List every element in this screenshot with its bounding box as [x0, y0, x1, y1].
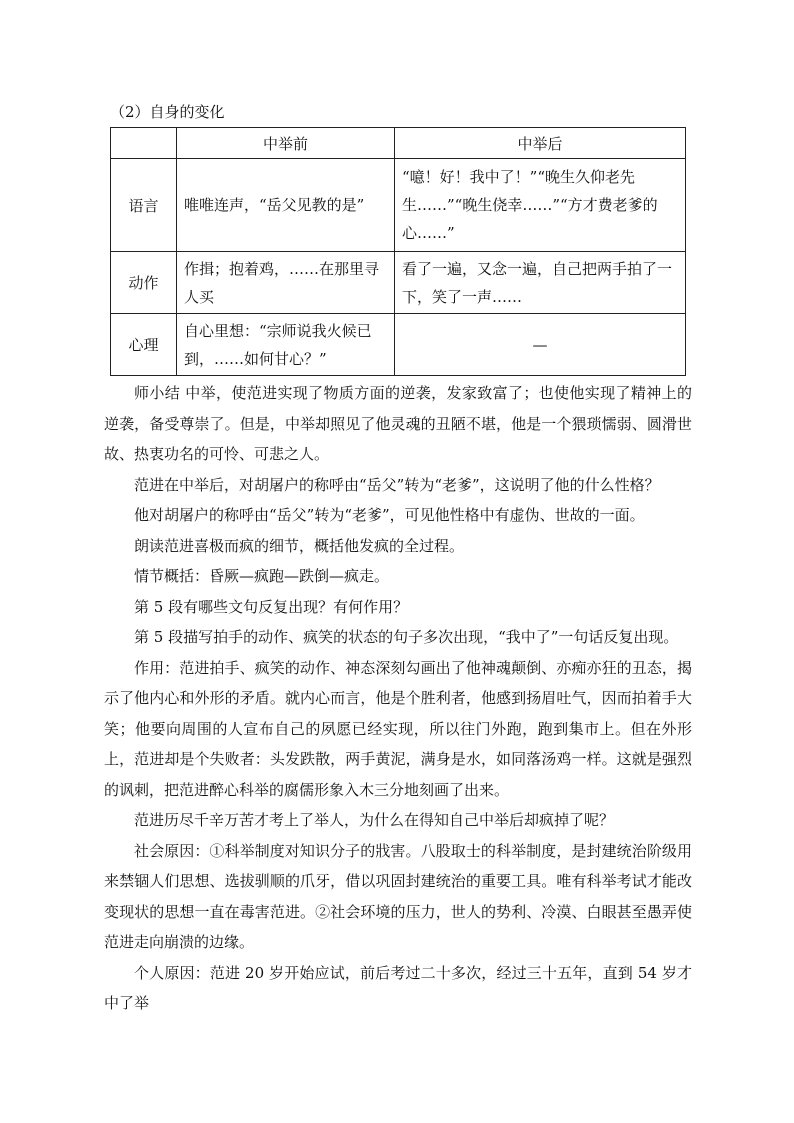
table-row-action — [111, 252, 686, 314]
paragraph-question-repetition: 第 5 段有哪些文句反复出现？有何作用？ — [134, 597, 409, 616]
cell-language-after: “噫！好！我中了！”“晚生久仰老先生……”“晚生侥幸……”“方才费老爹的心……” — [395, 159, 686, 252]
paragraph-social-reasons: 社会原因：①科举制度对知识分子的戕害。八股取士的科举制度，是封建统治阶级用来禁锢人们思想、选拔驯顺的爪牙，借以巩固封建统治的重要工具。唯有科举考试才能改变现状的思想一直在毒害范进。②社会环境的压力，世人的势利、冷漠、白眼甚至愚弄使范进走向崩溃的边缘。 — [104, 841, 692, 951]
comparison-table — [110, 127, 686, 376]
paragraph-question-address: 范进在中举后，对胡屠户的称呼由“岳父”转为“老爹”，这说明了他的什么性格？ — [134, 475, 660, 494]
table-header-before: 中举前 — [177, 128, 395, 159]
paragraph-effect: 作用：范进拍手、疯笑的动作、神态深刻勾画出了他神魂颠倒、亦痴亦狂的丑态，揭示了他内心和外形的矛盾。就内心而言，他是个胜利者，他感到扬眉吐气，因而拍着手大笑；他要向周围的人宣布自己的夙愿已经实现，所以往门外跑，跑到集市上。但在外形上，范进却是个失败者：头发跌散，两手黄泥，满身是水，如同落汤鸡一样。这就是强烈的讽刺，把范进醉心科举的腐儒形象入木三分地刻画了出来。 — [104, 658, 692, 799]
table-header-corner — [111, 128, 177, 159]
table-row-psychology — [111, 314, 686, 376]
paragraph-answer-repetition: 第 5 段描写拍手的动作、疯笑的状态的句子多次出现，“我中了”一句话反复出现。 — [134, 628, 679, 646]
paragraph-task-reading: 朗读范进喜极而疯的细节，概括他发疯的全过程。 — [134, 536, 465, 555]
cell-action-before: 作揖；抱着鸡，……在那里寻人买 — [177, 252, 395, 314]
paragraph-teacher-summary: 师小结 中举，使范进实现了物质方面的逆袭，发家致富了；也使他实现了精神上的逆袭，备受尊崇了。但是，中举却照见了他灵魂的丑陋不堪，他是一个猥琐懦弱、圆滑世故、热衷功名的可怜、可悲之人。 — [104, 384, 692, 463]
section-title: （2）自身的变化 — [110, 103, 225, 121]
row-label-action: 动作 — [111, 252, 177, 314]
row-label-language: 语言 — [111, 159, 177, 252]
cell-language-before: 唯唯连声，“岳父见教的是” — [177, 159, 395, 252]
paragraph-answer-address: 他对胡屠户的称呼由“岳父”转为“老爹”，可见他性格中有虚伪、世故的一面。 — [134, 506, 645, 524]
table-row-language — [111, 159, 686, 252]
table-header-after: 中举后 — [395, 128, 686, 159]
body-text — [104, 378, 692, 1019]
paragraph-plot-summary: 情节概括：昏厥—疯跑—跌倒—疯走。 — [134, 567, 390, 585]
cell-psychology-after: — — [395, 314, 686, 376]
row-label-psychology: 心理 — [111, 314, 177, 376]
table-header-row — [111, 128, 686, 159]
cell-action-after: 看了一遍，又念一遍，自己把两手拍了一下，笑了一声…… — [395, 252, 686, 314]
paragraph-personal-reasons: 个人原因：范进 20 岁开始应试，前后考过二十多次，经过三十五年，直到 54 岁才中了举 — [104, 963, 692, 1012]
paragraph-question-madness: 范进历尽千辛万苦才考上了举人，为什么在得知自己中举后却疯掉了呢？ — [134, 811, 615, 829]
cell-psychology-before: 自心里想：“宗师说我火候已到，……如何甘心？” — [177, 314, 395, 376]
